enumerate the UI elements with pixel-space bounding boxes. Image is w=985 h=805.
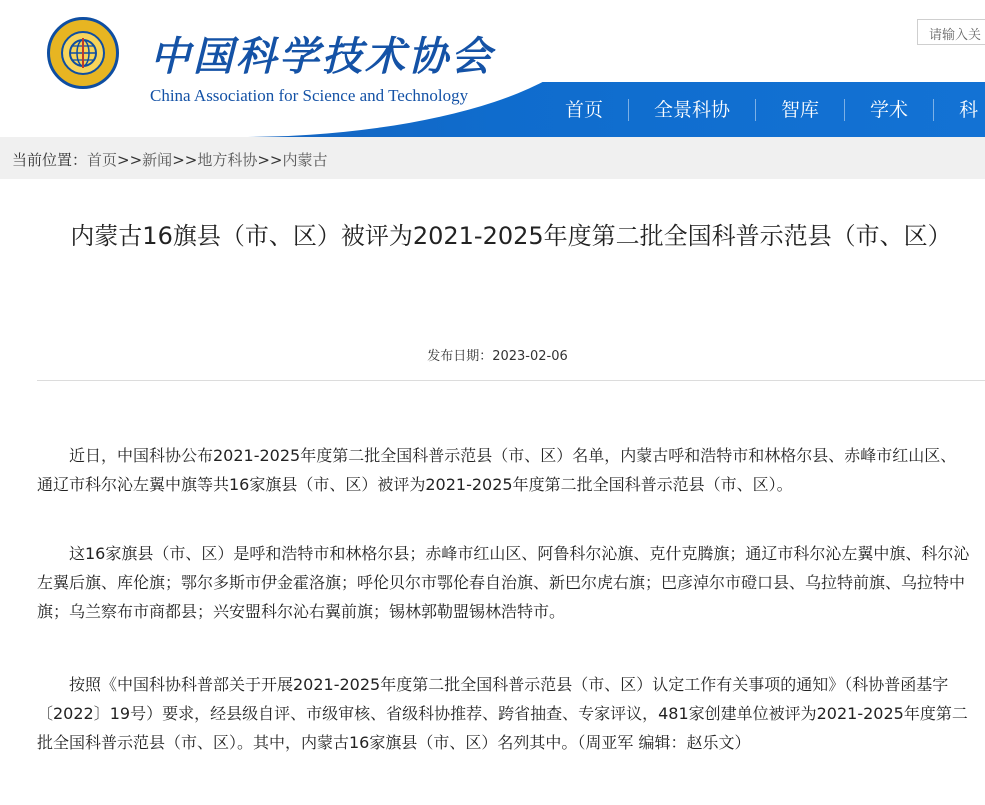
date-label: 发布日期： [427, 349, 493, 364]
article-title: 内蒙古16旗县（市、区）被评为2021-2025年度第二批全国科普示范县（市、区） [70, 222, 952, 250]
nav-item-academic[interactable]: 学术 [844, 99, 933, 121]
article-container [10, 179, 985, 805]
breadcrumb-region[interactable]: 内蒙古 [282, 151, 328, 169]
breadcrumb-local[interactable]: 地方科协 [197, 151, 258, 169]
site-header [0, 0, 985, 137]
breadcrumb-prefix: 当前位置： [12, 151, 88, 169]
article-paragraph: 近日，中国科协公布2021-2025年度第二批全国科普示范县（市、区）名单，内蒙古呼和浩特市和林格尔县、赤峰市红山区、通辽市科尔沁左翼中旗等共16家旗县（市、区）被评为2021-2025年度第二批全国科普示范县（市、区）。 [37, 446, 957, 494]
cast-logo-icon[interactable] [47, 17, 119, 89]
publish-date [10, 345, 985, 364]
breadcrumb [0, 137, 985, 179]
logo-english-name[interactable]: China Association for Science and Technology [150, 86, 469, 105]
nav-item-science[interactable]: 科 [933, 99, 985, 121]
breadcrumb-separator: >> [257, 151, 283, 169]
breadcrumb-separator: >> [117, 151, 143, 169]
breadcrumb-news[interactable]: 新闻 [142, 151, 173, 169]
main-nav [540, 82, 985, 137]
globe-icon [50, 20, 116, 86]
breadcrumb-home[interactable]: 首页 [87, 151, 118, 169]
nav-item-overview[interactable]: 全景科协 [628, 99, 755, 121]
article-paragraph: 按照《中国科协科普部关于开展2021-2025年度第二批全国科普示范县（市、区）认定工作有关事项的通知》（科协普函基字〔2022〕19号）要求，经县级自评、市级审核、省级科协推荐、跨省抽查、专家评议，481家创建单位被评为2021-2025年度第二批全国科普示范县（市、区）。其中，内蒙古16家旗县（市、区）名列其中。（周亚军 编辑：赵乐文） [37, 675, 968, 752]
breadcrumb-separator: >> [172, 151, 198, 169]
logo-chinese-name[interactable]: 中国科学技术协会 [150, 33, 494, 80]
nav-item-think-tank[interactable]: 智库 [755, 99, 844, 121]
date-value: 2023-02-06 [492, 349, 568, 364]
nav-item-home[interactable]: 首页 [565, 98, 604, 121]
search-input[interactable]: 请输入关 [917, 19, 985, 45]
article-paragraph: 这16家旗县（市、区）是呼和浩特市和林格尔县；赤峰市红山区、阿鲁科尔沁旗、克什克腾旗；通辽市科尔沁左翼中旗、科尔沁左翼后旗、库伦旗；鄂尔多斯市伊金霍洛旗；呼伦贝尔市鄂伦春自治旗、新巴尔虎右旗；巴彦淖尔市磴口县、乌拉特前旗、乌拉特中旗；乌兰察布市商都县；兴安盟科尔沁右翼前旗；锡林郭勒盟锡林浩特市。 [37, 544, 970, 621]
divider [37, 380, 985, 381]
